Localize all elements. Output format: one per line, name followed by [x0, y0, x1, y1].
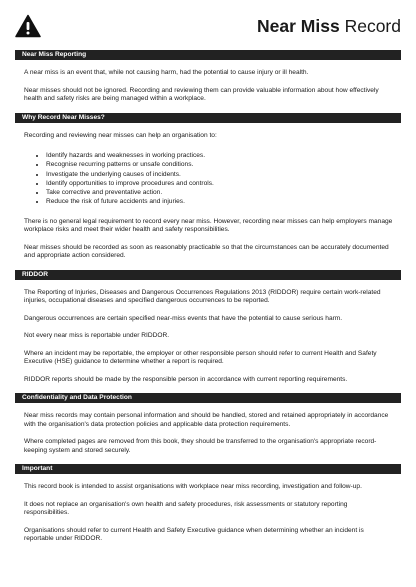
paragraph: RIDDOR reports should be made by the responsible person in accordance with current reporting requirements. — [24, 375, 348, 383]
paragraph: Where completed pages are removed from this book, they should be transferred to the organisation's appropriate record-keeping system and stored securely. — [24, 438, 377, 454]
paragraph: Not every near miss is reportable under RIDDOR. — [24, 332, 170, 340]
section-content — [15, 474, 401, 544]
section-heading: Why Record Near Misses? — [15, 113, 401, 123]
bullet-list — [24, 151, 393, 207]
title-bold: Near Miss — [257, 16, 340, 36]
section-important — [15, 464, 401, 544]
paragraph: Near misses should not be ignored. Recording and reviewing them can provide valuable information about how effectively health and safety risks are being managed within a workplace. — [24, 86, 379, 102]
list-item: • Identify opportunities to improve procedures and controls. — [46, 179, 393, 188]
section-heading: RIDDOR — [15, 270, 401, 280]
list-item: • Take corrective and preventative action. — [46, 188, 393, 197]
list-item: • Reduce the risk of future accidents and injuries. — [46, 197, 393, 206]
paragraph: The Reporting of Injuries, Diseases and Dangerous Occurrences Regulations 2013 (RIDDOR) require certain work-related injuries, occupational diseases and specified dangerous occurrences to be reported. — [24, 288, 381, 305]
section-content — [15, 403, 401, 464]
section-content — [15, 123, 401, 270]
paragraph: This record book is intended to assist organisations with workplace near miss recording, investigation and follow-up. — [24, 483, 362, 491]
page-title — [257, 16, 401, 36]
paragraph: Where an incident may be reportable, the employer or other responsible person should refer to current Health and Safety Executive (HSE) guidance to determine whether a report is required. — [24, 349, 377, 366]
paragraph: Organisations should refer to current Health and Safety Executive guidance when determining whether an incident is reportable under RIDDOR. — [24, 526, 364, 543]
paragraph: There is no general legal requirement to record every near miss. However, recording near misses can help employers manage workplace risks and meet their wider health and safety responsibilities. — [24, 217, 393, 234]
list-item: • Investigate the underlying causes of incidents. — [46, 170, 393, 179]
list-item: • Recognise recurring patterns or unsafe conditions. — [46, 160, 393, 169]
section-heading: Near Miss Reporting — [15, 50, 401, 60]
warning-triangle-icon — [15, 14, 41, 38]
paragraph: Dangerous occurrences are certain specified near-miss events that have the potential to cause serious harm. — [24, 314, 343, 322]
title-light: Record — [344, 16, 401, 36]
page-header — [15, 12, 401, 40]
section-confidentiality — [15, 393, 401, 464]
section-near-miss-reporting — [15, 50, 401, 113]
section-heading: Important — [15, 464, 401, 474]
section-content — [15, 280, 401, 394]
section-why-record — [15, 113, 401, 270]
paragraph: It does not replace an organisation's own health and safety procedures, risk assessments or statutory reporting responsibilities. — [24, 500, 348, 517]
paragraph: Near miss records may contain personal information and should be handled, stored and retained appropriately in accordance with the organisation's data protection policies and applicable data protection requirements. — [24, 412, 389, 428]
section-heading: Confidentiality and Data Protection — [15, 393, 401, 403]
section-content — [15, 60, 401, 113]
paragraph: Recording and reviewing near misses can help an organisation to: — [24, 131, 217, 139]
section-riddor — [15, 270, 401, 394]
list-item: • Identify hazards and weaknesses in working practices. — [46, 151, 393, 160]
paragraph: A near miss is an event that, while not causing harm, had the potential to cause injury or ill health. — [24, 69, 309, 76]
paragraph: Near misses should be recorded as soon as reasonably practicable so that the circumstances can be accurately documented and appropriate action considered. — [24, 243, 389, 260]
